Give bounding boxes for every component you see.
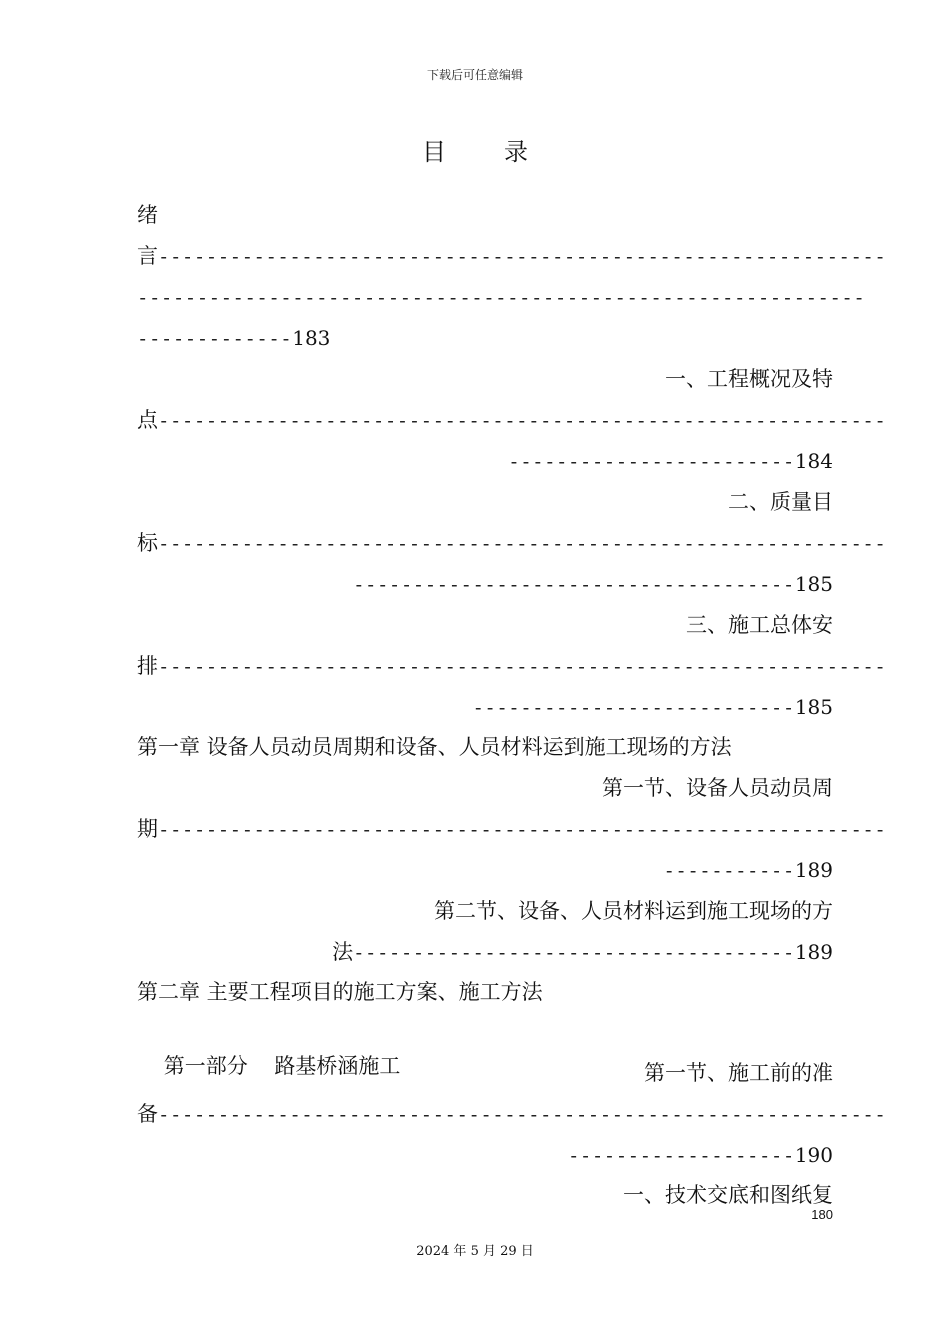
toc-text: 第一节、施工前的准: [644, 1061, 833, 1085]
toc-text: 二、质量目: [728, 490, 833, 514]
toc-text: 备: [137, 1102, 158, 1126]
leader-dashes: -------------: [137, 328, 293, 350]
leader-dashes: -------------------------------------------------------------: [158, 246, 887, 268]
toc-line: [137, 321, 833, 355]
toc-page-number: 190: [794, 1143, 833, 1167]
toc-text: 排: [137, 654, 158, 678]
page-title: [0, 132, 950, 167]
leader-dashes: -------------------------------------------------------------: [158, 819, 887, 841]
toc-text: 第一章 设备人员动员周期和设备、人员材料运到施工现场的方法: [137, 735, 732, 759]
leader-dashes: -------------------------------------------------------------: [137, 287, 866, 309]
leader-dashes: -----------: [663, 860, 795, 882]
toc-chapter-heading: [137, 730, 833, 764]
toc-page-number: 185: [794, 572, 833, 596]
toc-page-number: 189: [794, 940, 833, 964]
toc-line: [137, 812, 887, 846]
toc-line: [137, 485, 833, 519]
toc-text: 法: [332, 940, 354, 964]
toc-line: [137, 567, 833, 601]
toc-chapter-heading: [137, 975, 833, 1009]
toc-line: [137, 649, 887, 683]
leader-dashes: -------------------------------------------------------------: [158, 533, 887, 555]
toc-line: [137, 935, 833, 969]
page-number: 180: [811, 1207, 833, 1222]
toc-line: [137, 894, 833, 928]
toc-line: [137, 1056, 833, 1090]
toc-text: 第一节、设备人员动员周: [602, 776, 833, 800]
toc-text: 标: [137, 531, 158, 555]
toc-line: [137, 526, 887, 560]
toc-text: 一、工程概况及特: [665, 367, 833, 391]
toc-line: [137, 608, 833, 642]
toc-page-number: 189: [794, 858, 833, 882]
title-char-2: 录: [504, 138, 528, 166]
leader-dashes: ------------------------: [508, 451, 795, 473]
leader-dashes: -------------------------------------------------------------: [158, 1104, 887, 1126]
leader-dashes: -------------------------------------: [353, 942, 795, 964]
page-header: 下载后可任意编辑: [426, 68, 523, 82]
toc-text: 第二节、设备、人员材料运到施工现场的方: [434, 899, 833, 923]
page-footer-date: 2024 年 5 月 29 日: [416, 1244, 534, 1259]
toc-page-number: 184: [794, 449, 833, 473]
toc-text: 绪: [137, 203, 158, 227]
leader-dashes: -------------------------------------------------------------: [158, 410, 887, 432]
toc-line: [137, 198, 833, 232]
toc-text: 言: [137, 244, 158, 268]
leader-dashes: -------------------------------------------------------------: [158, 656, 887, 678]
toc-page-number: 185: [794, 695, 833, 719]
toc-text: 点: [137, 408, 158, 432]
toc-text: 第二章 主要工程项目的施工方案、施工方法: [137, 980, 543, 1004]
toc-line: [137, 239, 887, 273]
toc-line: [137, 1097, 887, 1131]
toc-text: 一、技术交底和图纸复: [623, 1183, 833, 1207]
toc-page-number: 183: [292, 326, 331, 350]
toc-line: [137, 403, 887, 437]
toc-line: [137, 690, 833, 724]
toc-text: 期: [137, 817, 158, 841]
toc-text: 第一部分 路基桥涵施工: [150, 1054, 401, 1078]
toc-line: [137, 444, 833, 478]
leader-dashes: -------------------: [567, 1145, 795, 1167]
toc-line: [137, 1138, 833, 1172]
toc-line: [137, 362, 833, 396]
toc-line: [137, 280, 866, 314]
toc-text: 三、施工总体安: [686, 613, 833, 637]
toc-line: [137, 853, 833, 887]
toc-line: [137, 771, 833, 805]
leader-dashes: ---------------------------: [472, 697, 795, 719]
title-char-1: 目: [422, 138, 446, 166]
leader-dashes: -------------------------------------: [353, 574, 795, 596]
